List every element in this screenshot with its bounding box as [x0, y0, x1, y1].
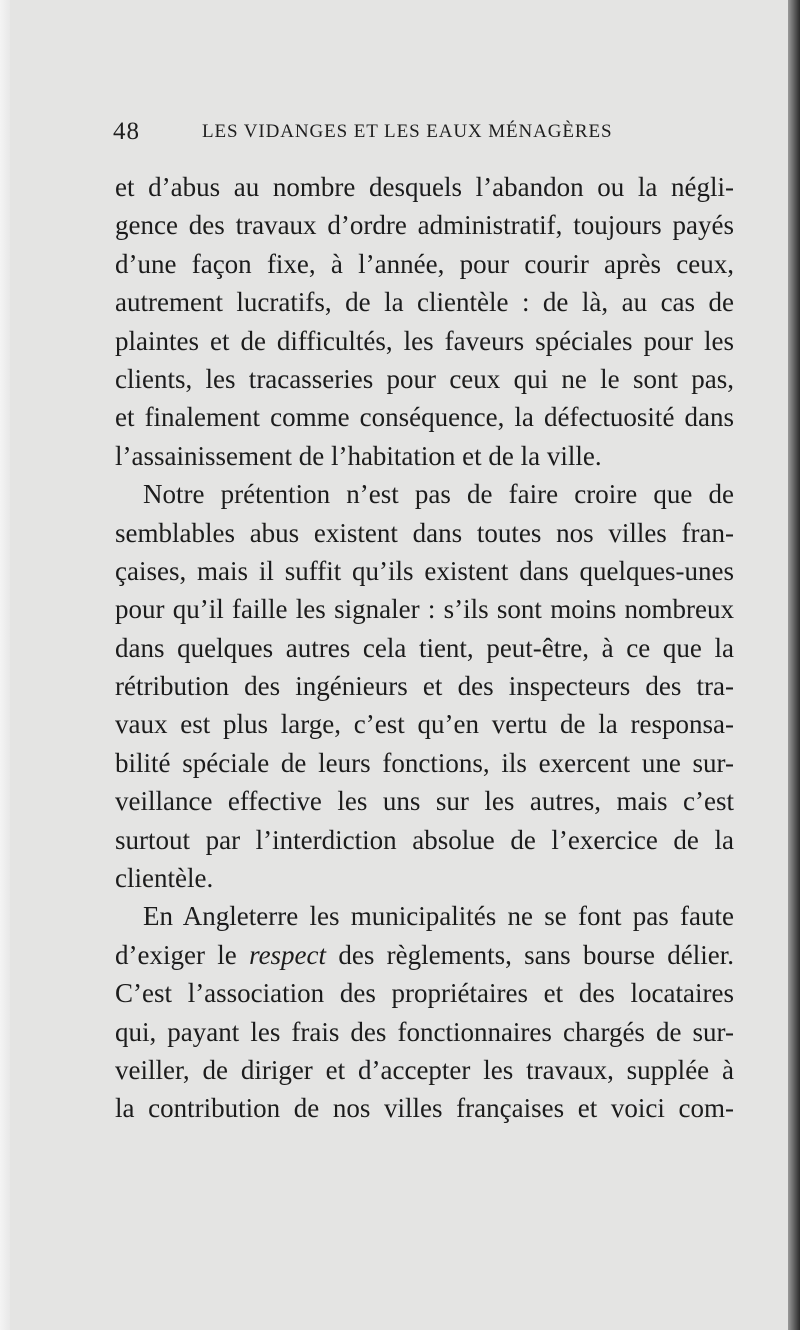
text-line: dans quelques autres cela tient, peut-être, à ce que la — [115, 632, 734, 663]
text-line: la contribution de nos villes françaises et voici com- — [115, 1093, 734, 1124]
text-line: plaintes et de difficultés, les faveurs spéciales pour les — [115, 325, 734, 356]
text-line: surtout par l’interdiction absolue de l’exercice de la — [115, 824, 734, 855]
text-line: l’assainissement de l’habitation et de la ville. — [115, 440, 602, 471]
text-line: çaises, mais il suffit qu’ils existent dans quelques-unes — [115, 555, 734, 586]
text-line: clients, les tracasseries pour ceux qui ne le sont pas, — [115, 363, 734, 394]
text-line — [115, 936, 734, 974]
text-line: clientèle. — [115, 863, 214, 894]
text-line: autrement lucratifs, de la clientèle : de là, au cas de — [115, 287, 734, 318]
text-line: pour qu’il faille les signaler : s’ils sont moins nombreux — [115, 594, 734, 625]
body-text — [115, 168, 734, 1128]
text-fragment: des règlements, sans bourse délier. — [338, 939, 734, 970]
text-line: Notre prétention n’est pas de faire croire que de — [143, 479, 734, 510]
text-line: veiller, de diriger et d’accepter les travaux, supplée à — [115, 1054, 734, 1085]
text-line: qui, payant les frais des fonctionnaires chargés de sur- — [115, 1016, 734, 1047]
text-line: En Angleterre les municipalités ne se font pas faute — [143, 901, 734, 932]
text-line: C’est l’association des propriétaires et des locataires — [115, 978, 734, 1009]
page-number: 48 — [113, 118, 140, 145]
text-fragment: d’exiger le — [115, 939, 250, 970]
emphasis-word: respect — [249, 939, 327, 970]
text-line: et finalement comme conséquence, la défectuosité dans — [115, 402, 734, 433]
page-left-margin — [0, 0, 10, 1330]
text-line: vaux est plus large, c’est qu’en vertu de la responsa- — [115, 709, 734, 740]
running-title: LES VIDANGES ET LES EAUX MÉNAGÈRES — [202, 121, 613, 142]
text-line: semblables abus existent dans toutes nos villes fran- — [115, 517, 734, 548]
text-line: veillance effective les uns sur les autres, mais c’est — [115, 786, 734, 817]
text-line: et d’abus au nombre desquels l’abandon ou la négli- — [115, 172, 734, 202]
page-binding-shadow — [788, 0, 800, 1330]
page-header — [113, 118, 733, 148]
text-line: bilité spéciale de leurs fonctions, ils exercent une sur- — [115, 747, 734, 778]
text-line: rétribution des ingénieurs et des inspecteurs des tra- — [115, 671, 734, 702]
text-line: gence des travaux d’ordre administratif, toujours payés — [115, 210, 734, 241]
text-line: d’une façon fixe, à l’année, pour courir après ceux, — [115, 248, 734, 279]
